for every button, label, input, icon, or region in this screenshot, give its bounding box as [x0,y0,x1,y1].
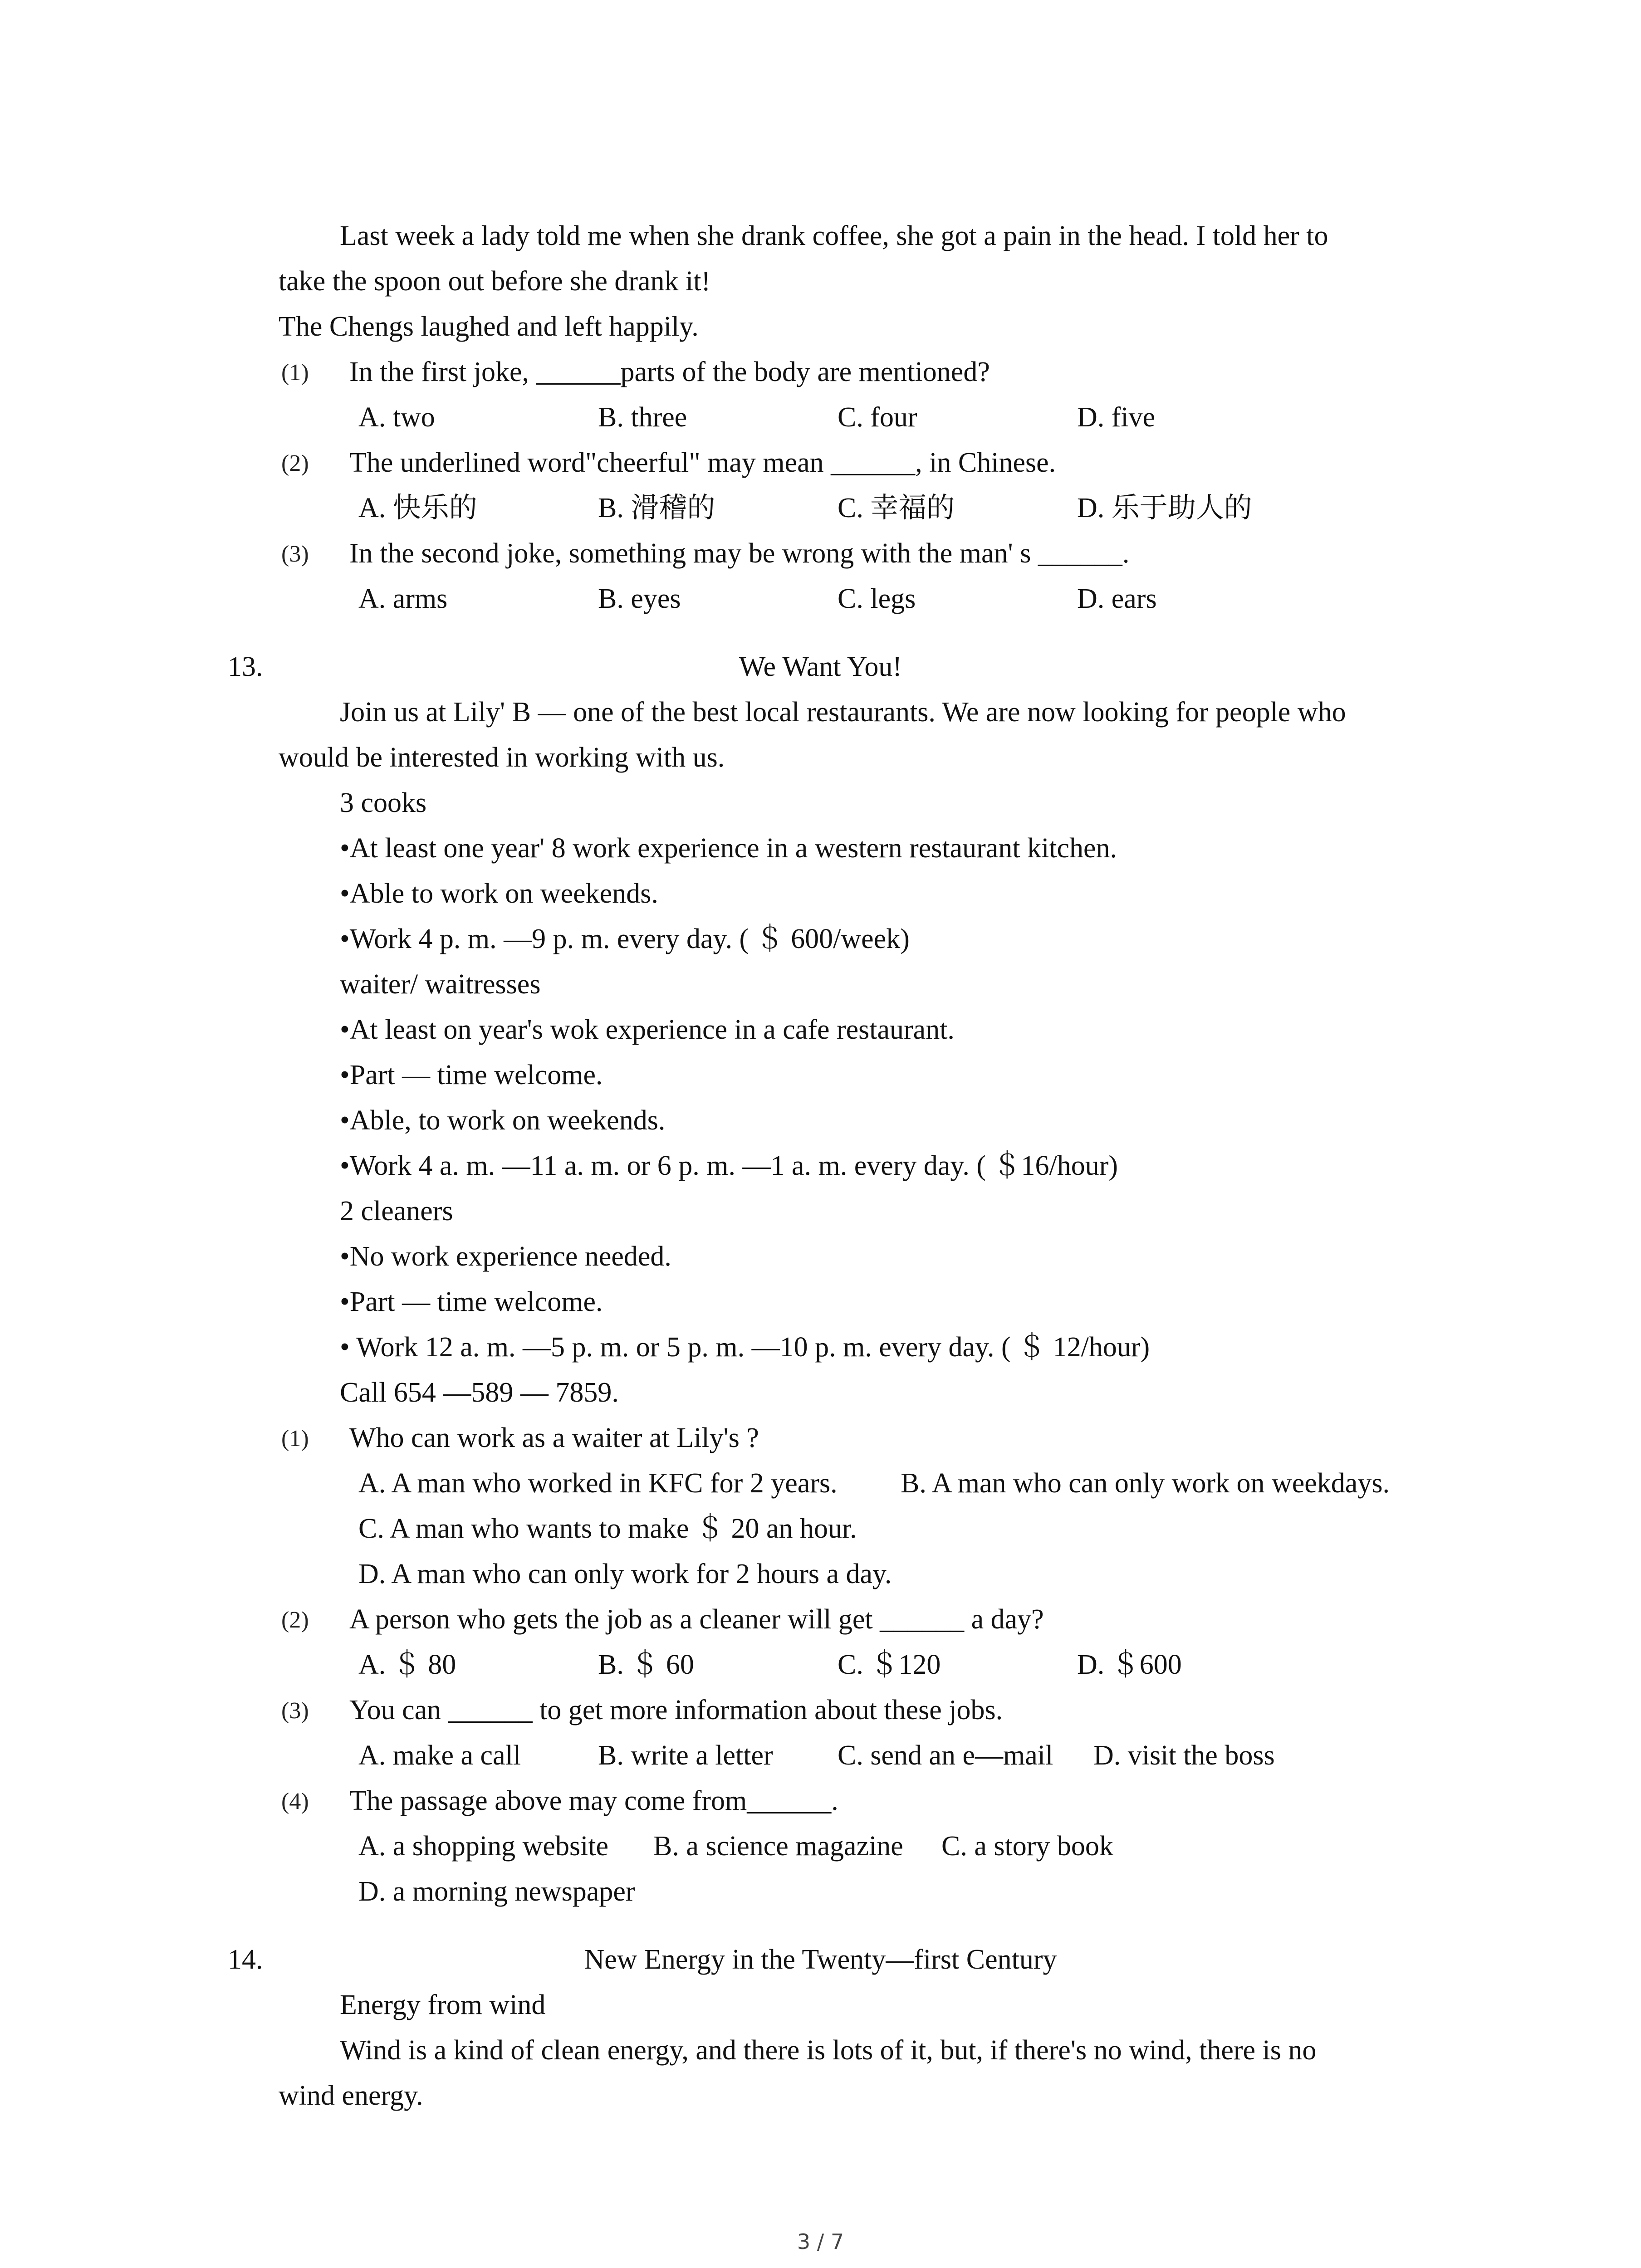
section-14-para-line-2: wind energy. [279,2080,423,2111]
ad-line: Call 654 —589 — 7859. [340,1377,619,1408]
intro-line-2: take the spoon out before she drank it! [279,266,711,297]
q12-3-text: In the second joke, something may be wrong with the man' s ______. [349,538,1130,569]
q13-2-option-a[interactable]: A. ＄ 80 [358,1649,456,1680]
ad-line: •Part — time welcome. [340,1286,603,1317]
q12-3-option-b[interactable]: B. eyes [598,583,681,614]
q13-3-text: You can ______ to get more information about these jobs. [349,1695,1003,1725]
q13-4-number: (4) [281,1789,309,1814]
q13-4-option-d[interactable]: D. a morning newspaper [358,1876,635,1907]
ad-line: •At least on year's wok experience in a cafe restaurant. [340,1014,955,1045]
q13-3-option-b[interactable]: B. write a letter [598,1740,773,1771]
ad-line: •Able, to work on weekends. [340,1105,666,1136]
ad-line: •Able to work on weekends. [340,878,658,909]
q12-1-option-b[interactable]: B. three [598,402,687,433]
ad-line: •Work 4 a. m. —11 a. m. or 6 p. m. —1 a. m. every day. ( ＄16/hour) [340,1150,1118,1181]
q13-3-number: (3) [281,1698,309,1724]
ad-line: •Work 4 p. m. —9 p. m. every day. ( ＄ 600/week) [340,924,910,954]
q13-2-option-d[interactable]: D. ＄600 [1077,1649,1182,1680]
section-13-para-line-2: would be interested in working with us. [279,742,725,773]
q13-1-option-c[interactable]: C. A man who wants to make ＄ 20 an hour. [358,1513,857,1544]
q13-4-text: The passage above may come from______. [349,1785,838,1816]
q12-2-option-c[interactable]: C. 幸福的 [838,493,955,523]
section-14-number: 14. [228,1944,263,1975]
intro-line-3: The Chengs laughed and left happily. [279,311,699,342]
q12-1-text: In the first joke, ______parts of the body are mentioned? [349,357,990,387]
q12-3-option-c[interactable]: C. legs [838,583,916,614]
section-13-para-line-1: Join us at Lily' B — one of the best local restaurants. We are now looking for people who [340,697,1346,728]
section-14-para-line-1: Wind is a kind of clean energy, and there is lots of it, but, if there's no wind, there is no [340,2035,1317,2066]
q13-3-option-c[interactable]: C. send an e—mail [838,1740,1053,1771]
q13-1-number: (1) [281,1426,309,1452]
ad-line: • Work 12 a. m. —5 p. m. or 5 p. m. —10 p. m. every day. ( ＄ 12/hour) [340,1332,1150,1363]
q12-3-option-d[interactable]: D. ears [1077,583,1157,614]
q12-1-number: (1) [281,360,309,386]
q12-1-option-d[interactable]: D. five [1077,402,1156,433]
q13-1-option-b[interactable]: B. A man who can only work on weekdays. [901,1468,1390,1499]
q13-2-option-b[interactable]: B. ＄ 60 [598,1649,694,1680]
q13-3-option-a[interactable]: A. make a call [358,1740,521,1771]
q13-3-option-d[interactable]: D. visit the boss [1093,1740,1275,1771]
q13-4-option-a[interactable]: A. a shopping website [358,1831,609,1862]
ad-line: •Part — time welcome. [340,1060,603,1090]
q12-2-number: (2) [281,450,309,476]
q13-1-option-d[interactable]: D. A man who can only work for 2 hours a day. [358,1559,892,1589]
section-14-title: New Energy in the Twenty—first Century [584,1944,1057,1975]
q12-2-option-a[interactable]: A. 快乐的 [358,493,477,523]
q12-2-text: The underlined word"cheerful" may mean ______, in Chinese. [349,447,1056,478]
q13-4-option-c[interactable]: C. a story book [941,1831,1113,1862]
section-14-subheading: Energy from wind [340,1989,546,2020]
section-13-number: 13. [228,651,263,682]
ad-line: •At least one year' 8 work experience in a western restaurant kitchen. [340,833,1117,864]
q12-3-number: (3) [281,541,309,567]
intro-line-1: Last week a lady told me when she drank coffee, she got a pain in the head. I told her to [340,220,1328,251]
q13-1-text: Who can work as a waiter at Lily's ? [349,1422,759,1453]
q12-3-option-a[interactable]: A. arms [358,583,448,614]
q13-2-text: A person who gets the job as a cleaner will get ______ a day? [349,1604,1044,1635]
ad-line: 3 cooks [340,787,427,818]
q12-2-option-d[interactable]: D. 乐于助人的 [1077,493,1252,523]
q13-1-option-a[interactable]: A. A man who worked in KFC for 2 years. [358,1468,838,1499]
section-13-title: We Want You! [739,651,902,682]
q13-2-option-c[interactable]: C. ＄120 [838,1649,941,1680]
ad-line: waiter/ waitresses [340,969,541,1000]
q13-2-number: (2) [281,1607,309,1633]
q12-1-option-c[interactable]: C. four [838,402,917,433]
page-number: 3 / 7 [797,2229,844,2254]
q13-4-option-b[interactable]: B. a science magazine [653,1831,903,1862]
q12-1-option-a[interactable]: A. two [358,402,435,433]
ad-line: 2 cleaners [340,1196,453,1227]
ad-line: •No work experience needed. [340,1241,671,1272]
q12-2-option-b[interactable]: B. 滑稽的 [598,493,715,523]
